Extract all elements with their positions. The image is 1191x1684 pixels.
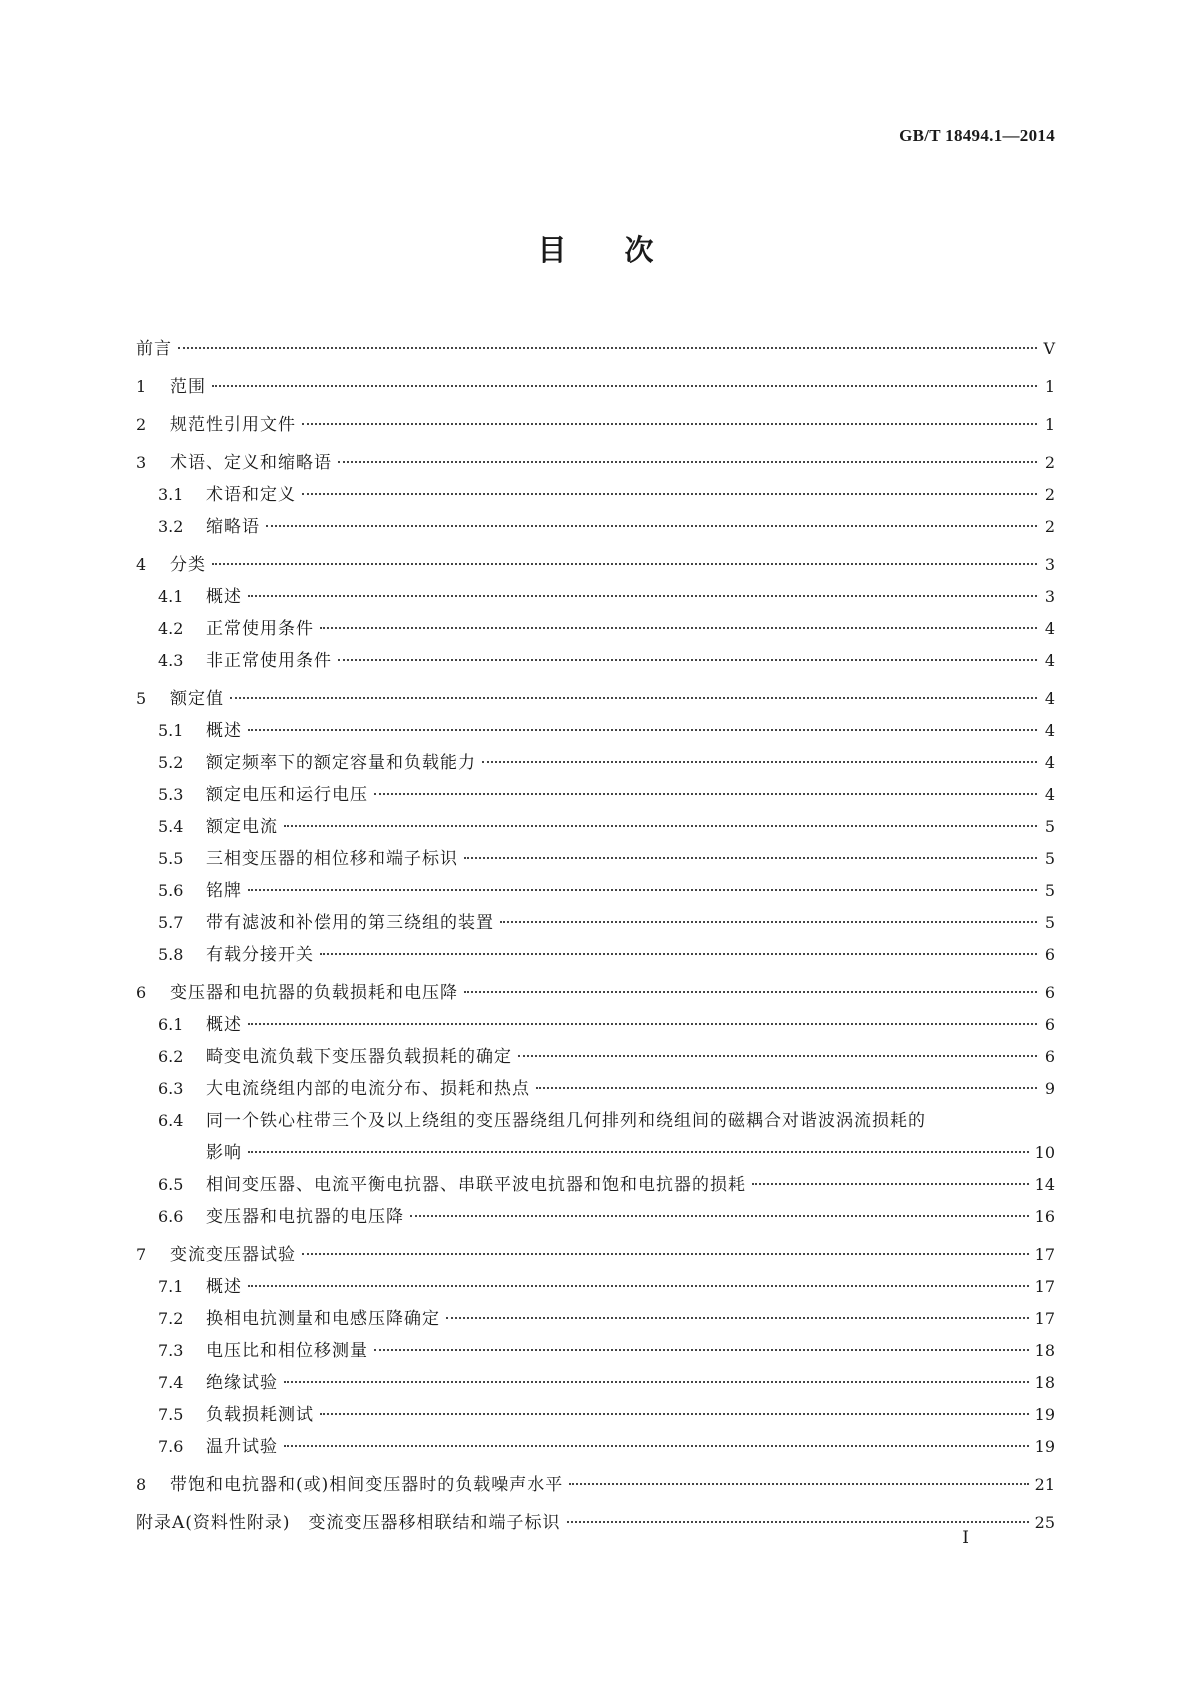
toc-entry-number: 5.3 [158, 785, 184, 804]
toc-entry-page: 21 [1034, 1475, 1055, 1494]
dot-leader [248, 889, 1037, 891]
toc-entry-number: 3 [136, 453, 147, 472]
dot-leader [482, 761, 1037, 763]
toc-entry[interactable] [136, 843, 1055, 875]
toc-entry-label: 有载分接开关 [206, 945, 314, 965]
toc-entry[interactable] [136, 581, 1055, 613]
toc-entry[interactable] [136, 613, 1055, 645]
dot-leader [374, 793, 1037, 795]
dot-leader [302, 1253, 1029, 1255]
toc-entry-number: 6.4 [158, 1111, 184, 1130]
toc-entry-page: 4 [1044, 689, 1055, 708]
toc-entry-page: 5 [1044, 913, 1055, 932]
dot-leader [536, 1087, 1037, 1089]
toc-entry-page: 6 [1044, 1047, 1055, 1066]
toc-entry[interactable] [136, 875, 1055, 907]
toc-entry-label: 前言 [136, 339, 172, 359]
toc-entry-number: 4.1 [158, 587, 184, 606]
dot-leader [284, 1445, 1029, 1447]
toc-entry-label: 额定频率下的额定容量和负载能力 [206, 753, 476, 773]
toc-entry-page: 4 [1044, 619, 1055, 638]
dot-leader [178, 347, 1037, 349]
toc-entry-page: 6 [1044, 983, 1055, 1002]
toc-entry-number: 7.4 [158, 1373, 184, 1392]
page-number: Ⅰ [962, 1528, 969, 1547]
toc-entry-page: 1 [1044, 377, 1055, 396]
toc-entry-number: 5.4 [158, 817, 184, 836]
toc-entry[interactable] [136, 1169, 1055, 1201]
toc-entry-number: 7.1 [158, 1277, 184, 1296]
toc-entry-label: 绝缘试验 [206, 1373, 278, 1393]
toc-entry-page: 16 [1034, 1207, 1055, 1226]
toc-entry-number: 3.1 [158, 485, 184, 504]
toc-entry-page: 5 [1044, 817, 1055, 836]
toc-entry-number: 7.5 [158, 1405, 184, 1424]
dot-leader [569, 1483, 1028, 1485]
toc-entry-page: 5 [1044, 881, 1055, 900]
toc-entry-label: 畸变电流负载下变压器负载损耗的确定 [206, 1047, 512, 1067]
toc-entry[interactable] [136, 683, 1055, 715]
dot-leader [284, 1381, 1029, 1383]
dot-leader [374, 1349, 1029, 1351]
toc-entry-page: 6 [1044, 1015, 1055, 1034]
dot-leader [446, 1317, 1029, 1319]
toc-entry-label: 变流变压器试验 [170, 1245, 296, 1265]
standard-code: GB/T 18494.1—2014 [899, 126, 1055, 145]
dot-leader [338, 659, 1037, 661]
toc-entry-page: 17 [1034, 1245, 1055, 1264]
toc-entry-label: 正常使用条件 [206, 619, 314, 639]
toc-entry-page: 5 [1044, 849, 1055, 868]
toc-entry-page: 25 [1034, 1513, 1055, 1532]
dot-leader [752, 1183, 1029, 1185]
dot-leader [212, 563, 1037, 565]
toc-entry-label: 术语、定义和缩略语 [170, 453, 332, 473]
toc-entry-page: 4 [1044, 785, 1055, 804]
toc-entry-number: 5.5 [158, 849, 184, 868]
toc-entry-page: 18 [1034, 1373, 1055, 1392]
toc-entry-page: 4 [1044, 721, 1055, 740]
toc-entry[interactable] [136, 333, 1055, 365]
toc-entry-label: 非正常使用条件 [206, 651, 332, 671]
toc-entry-number: 5.1 [158, 721, 184, 740]
dot-leader [567, 1521, 1029, 1523]
toc-entry-page: 2 [1044, 485, 1055, 504]
dot-leader [284, 825, 1037, 827]
toc-entry-number: 1 [136, 377, 147, 396]
toc-entry-label: 额定电流 [206, 817, 278, 837]
toc-entry-label: 带有滤波和补偿用的第三绕组的装置 [206, 913, 494, 933]
toc-entry-page: 4 [1044, 753, 1055, 772]
toc-entry-label: 大电流绕组内部的电流分布、损耗和热点 [206, 1079, 530, 1099]
toc-entry-number: 5.8 [158, 945, 184, 964]
toc-entry[interactable] [136, 715, 1055, 747]
toc-entry[interactable] [136, 1335, 1055, 1367]
toc-entry[interactable] [136, 1041, 1055, 1073]
toc-entry[interactable] [136, 1303, 1055, 1335]
toc-entry[interactable] [136, 409, 1055, 441]
toc-entry[interactable] [136, 907, 1055, 939]
dot-leader [410, 1215, 1029, 1217]
toc-entry-number: 2 [136, 415, 147, 434]
toc-entry[interactable] [136, 511, 1055, 543]
toc-entry-label: 概述 [206, 721, 242, 741]
toc-entry-page: 1 [1044, 415, 1055, 434]
dot-leader [500, 921, 1037, 923]
toc-entry-page: 3 [1044, 587, 1055, 606]
toc-entry-number: 6.6 [158, 1207, 184, 1226]
toc-entry-number: 5.7 [158, 913, 184, 932]
toc-entry-number: 6 [136, 983, 147, 1002]
toc-entry[interactable] [136, 1507, 1055, 1539]
dot-leader [464, 857, 1037, 859]
toc-entry-number: 7 [136, 1245, 147, 1264]
dot-leader [212, 385, 1037, 387]
toc-entry-label: 同一个铁心柱带三个及以上绕组的变压器绕组几何排列和绕组间的磁耦合对谐波涡流损耗的 [206, 1111, 926, 1131]
dot-leader [248, 1151, 1029, 1153]
toc-entry-number: 6.2 [158, 1047, 184, 1066]
toc-entry-page: 14 [1034, 1175, 1055, 1194]
dot-leader [248, 1285, 1029, 1287]
toc-entry-number: 6.3 [158, 1079, 184, 1098]
toc-entry-page: 17 [1034, 1309, 1055, 1328]
toc-entry[interactable] [136, 1367, 1055, 1399]
toc-entry-label: 范围 [170, 377, 206, 397]
toc-entry-number: 6.1 [158, 1015, 184, 1034]
toc-entry-page: 2 [1044, 517, 1055, 536]
dot-leader [320, 627, 1037, 629]
toc-entry-label: 规范性引用文件 [170, 415, 296, 435]
toc-entry-number: 4.3 [158, 651, 184, 670]
toc-entry-label: 温升试验 [206, 1437, 278, 1457]
toc-entry-number: 7.6 [158, 1437, 184, 1456]
toc-entry[interactable] [136, 779, 1055, 811]
dot-leader [320, 1413, 1029, 1415]
toc-entry-number: 7.3 [158, 1341, 184, 1360]
toc-entry[interactable] [136, 1239, 1055, 1271]
toc-entry-page: 19 [1034, 1405, 1055, 1424]
toc-entry-label: 相间变压器、电流平衡电抗器、串联平波电抗器和饱和电抗器的损耗 [206, 1175, 746, 1195]
toc-entry-page: 4 [1044, 651, 1055, 670]
dot-leader [338, 461, 1037, 463]
toc-entry-label: 三相变压器的相位移和端子标识 [206, 849, 458, 869]
toc-entry[interactable] [136, 479, 1055, 511]
toc-entry-label: 换相电抗测量和电感压降确定 [206, 1309, 440, 1329]
dot-leader [230, 697, 1037, 699]
dot-leader [464, 991, 1037, 993]
toc-entry-number: 8 [136, 1475, 147, 1494]
toc-entry[interactable] [136, 1105, 1055, 1169]
toc-entry-page: 10 [1034, 1143, 1055, 1162]
toc-entry-number: 4.2 [158, 619, 184, 638]
toc-entry-label: 变压器和电抗器的电压降 [206, 1207, 404, 1227]
toc-entry-label: 附录A(资料性附录) 变流变压器移相联结和端子标识 [136, 1513, 561, 1533]
toc-entry[interactable] [136, 1271, 1055, 1303]
toc-entry-number: 5.6 [158, 881, 184, 900]
toc-entry-number: 5 [136, 689, 147, 708]
toc-entry-label: 缩略语 [206, 517, 260, 537]
dot-leader [518, 1055, 1037, 1057]
toc-entry-page: 6 [1044, 945, 1055, 964]
toc-entry-page: 19 [1034, 1437, 1055, 1456]
toc-entry[interactable] [136, 939, 1055, 971]
table-of-contents [136, 333, 1055, 1539]
page-title: 目次 [537, 233, 712, 267]
toc-entry-label: 负载损耗测试 [206, 1405, 314, 1425]
dot-leader [248, 729, 1037, 731]
toc-entry[interactable] [136, 371, 1055, 403]
toc-entry-page: Ⅴ [1043, 339, 1055, 358]
dot-leader [320, 953, 1037, 955]
toc-entry[interactable] [136, 977, 1055, 1009]
toc-entry-label: 分类 [170, 555, 206, 575]
toc-entry-label: 铭牌 [206, 881, 242, 901]
toc-entry-label: 额定电压和运行电压 [206, 785, 368, 805]
toc-entry[interactable] [136, 1431, 1055, 1463]
toc-entry[interactable] [136, 747, 1055, 779]
toc-entry-number: 5.2 [158, 753, 184, 772]
toc-entry-label: 电压比和相位移测量 [206, 1341, 368, 1361]
toc-entry[interactable] [136, 1469, 1055, 1501]
toc-entry-number: 6.5 [158, 1175, 184, 1194]
toc-entry-label: 额定值 [170, 689, 224, 709]
toc-entry[interactable] [136, 1009, 1055, 1041]
toc-entry[interactable] [136, 1201, 1055, 1233]
dot-leader [302, 493, 1037, 495]
toc-entry-page: 17 [1034, 1277, 1055, 1296]
dot-leader [248, 1023, 1037, 1025]
toc-entry-label: 概述 [206, 587, 242, 607]
toc-entry-number: 3.2 [158, 517, 184, 536]
toc-entry[interactable] [136, 1073, 1055, 1105]
toc-entry[interactable] [136, 645, 1055, 677]
toc-entry-page: 18 [1034, 1341, 1055, 1360]
dot-leader [302, 423, 1037, 425]
toc-entry-page: 2 [1044, 453, 1055, 472]
toc-entry-label-continued: 影响 [206, 1143, 242, 1163]
toc-entry-label: 概述 [206, 1277, 242, 1297]
toc-entry-number: 4 [136, 555, 147, 574]
toc-entry-label: 变压器和电抗器的负载损耗和电压降 [170, 983, 458, 1003]
toc-entry-continuation [206, 1137, 1055, 1169]
toc-entry-label: 概述 [206, 1015, 242, 1035]
toc-entry-label: 带饱和电抗器和(或)相间变压器时的负载噪声水平 [170, 1475, 564, 1495]
toc-entry[interactable] [136, 549, 1055, 581]
toc-entry[interactable] [136, 811, 1055, 843]
dot-leader [266, 525, 1037, 527]
toc-entry-number: 7.2 [158, 1309, 184, 1328]
toc-entry-label: 术语和定义 [206, 485, 296, 505]
toc-entry[interactable] [136, 447, 1055, 479]
dot-leader [248, 595, 1037, 597]
toc-entry-page: 3 [1044, 555, 1055, 574]
toc-entry[interactable] [136, 1399, 1055, 1431]
toc-entry-page: 9 [1044, 1079, 1055, 1098]
